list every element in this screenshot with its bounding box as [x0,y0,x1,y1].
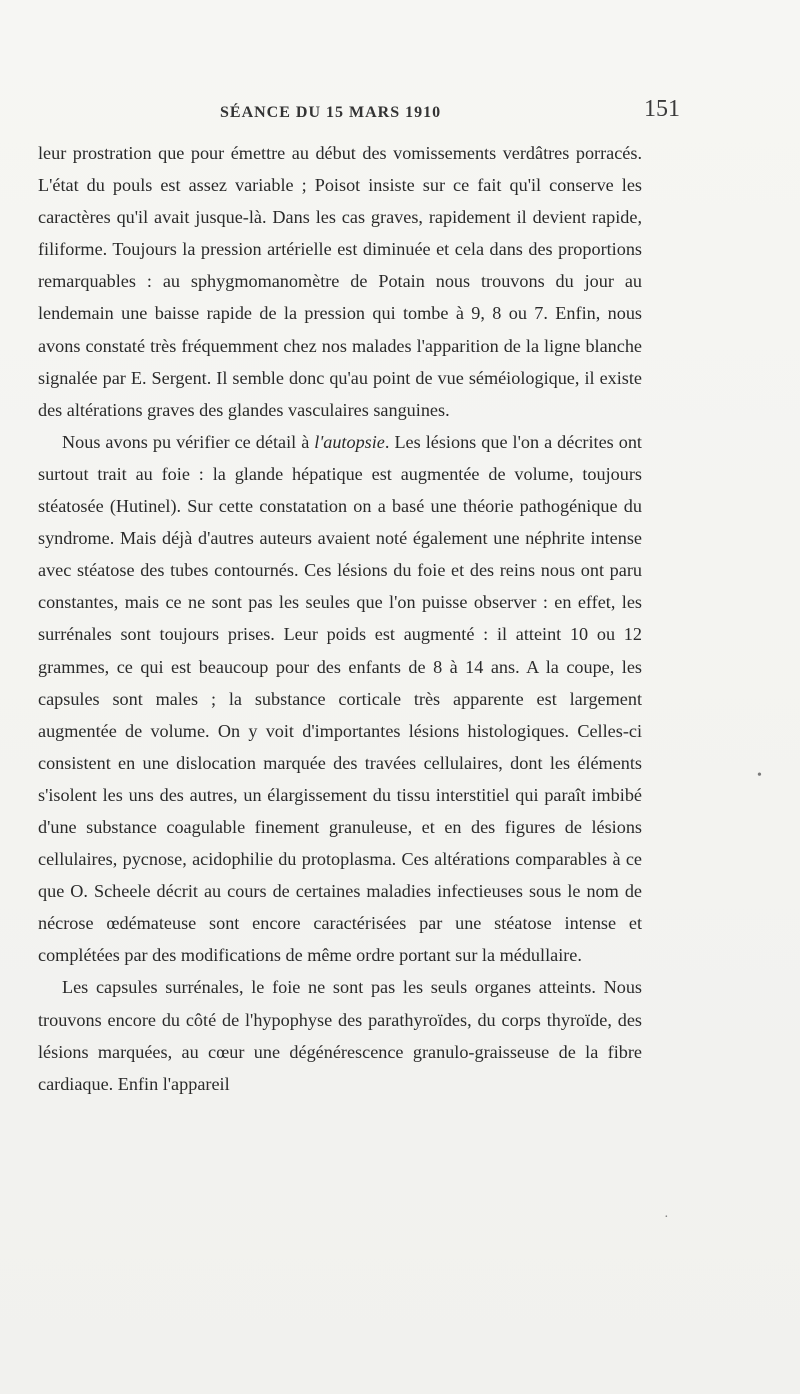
paragraph-1: leur prostration que pour émettre au début des vomissements verdâtres porracés. L'état du pouls est assez variable ; Poisot insiste sur ce fait qu'il conserve les caractères qu'il avait jusque-là. Dans les cas graves, rapidement il devient rapide, filiforme. Toujours la pression artérielle est diminuée et cela dans des proportions remarquables : au sphygmomanomètre de Potain nous trouvons du jour au lendemain une baisse rapide de la pression qui tombe à 9, 8 ou 7. Enfin, nous avons constaté très fréquemment chez nos malades l'apparition de la ligne blanche signalée par E. Sergent. Il semble donc qu'au point de vue séméiologique, il existe des altérations graves des glandes vasculaires sanguines. [38,143,642,420]
paragraph-2-prefix: Nous avons pu vérifier ce détail à [62,431,315,452]
main-text [38,137,642,1100]
paragraph-2-suffix: . Les lésions que l'on a décrites ont surtout trait au foie : la glande hépatique est augmentée de volume, toujours stéatosée (Hutinel). Sur cette constatation on a basé une théorie pathogénique du syndrome. Mais déjà d'autres auteurs avaient noté également une néphrite intense avec stéatose des tubes contournés. Ces lésions du foie et des reins nous ont paru constantes, mais ce ne sont pas les seules que l'on puisse observer : en effet, les surrénales sont toujours prises. Leur poids est augmenté : il atteint 10 ou 12 grammes, ce qui est beaucoup pour des enfants de 8 à 14 ans. A la coupe, les capsules sont males ; la substance corticale très apparente est largement augmentée de volume. On y voit d'importantes lésions histologiques. Celles-ci consistent en une dislocation marquée des travées cellulaires, dont les éléments s'isolent les uns des autres, un élargissement du tissu interstitiel qui paraît imbibé d'une substance coagulable finement granuleuse, et en des figures de lésions cellulaires, pycnose, acidophilie du protoplasma. Ces altérations comparables à ce que O. Scheele décrit au cours de certaines maladies infectieuses sous le nom de nécrose œdémateuse sont encore caractérisées par une stéatose intense et complétées par des modifications de même ordre portant sur la médullaire. [38,431,642,966]
page-number: 151 [644,96,680,122]
paragraph-2 [38,426,642,972]
stray-mark: · [664,1210,669,1225]
paragraph-3: Les capsules surrénales, le foie ne sont pas les seuls organes atteints. Nous trouvons encore du côté de l'hypophyse des parathyroïdes, du corps thyroïde, des lésions marquées, au cœur une dégénérescence granulo-graisseuse de la fibre cardiaque. Enfin l'appareil [38,977,642,1094]
page-header [40,96,680,136]
stray-mark: • [757,768,762,783]
running-head: SÉANCE DU 15 MARS 1910 [220,104,442,121]
paragraph-2-italic-term: l'autopsie [314,431,385,452]
